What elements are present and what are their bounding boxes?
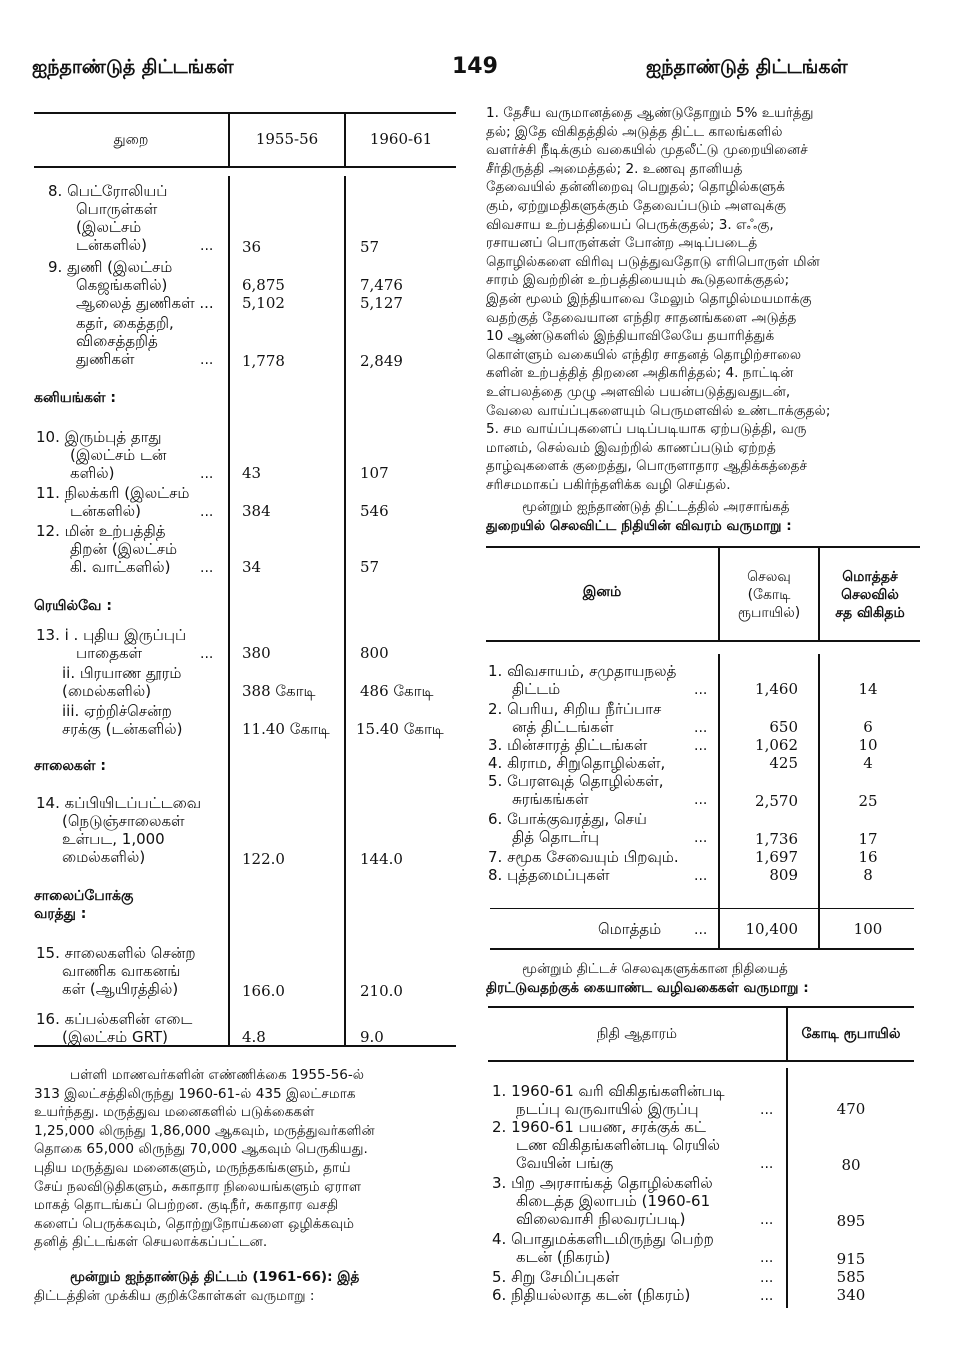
section-transport-2: வரத்து :	[34, 906, 87, 922]
col-header-1955: 1955-56	[255, 130, 319, 148]
col-header-source: நிதி ஆதாரம்	[596, 1026, 678, 1042]
col-header-item: இனம்	[582, 584, 622, 600]
col-header-amount: கோடி ரூபாயில்	[801, 1026, 901, 1042]
section-roads: சாலைகள் :	[34, 758, 106, 774]
section-minerals: கனியங்கள் :	[34, 390, 117, 406]
left-paragraph-third-plan: மூன்றும் ஐந்தாண்டுத் திட்டம் (1961-66): இத் திட்டத்தின் முக்கிய குறிக்கோள்கள் வருமாறு :	[34, 1269, 360, 1304]
right-paragraph-expenditure-intro: மூன்றும் ஐந்தாண்டுத் திட்டத்தில் அரசாங்கத் துறையில் செலவிட்ட நிதியின் விவரம் வருமாறு :	[486, 499, 792, 534]
right-paragraph-objectives: 1. தேசீய வருமானத்தை ஆண்டுதோறும் 5% உயர்த்து தல்; இதே விகிதத்தில் அடுத்த திட்ட காலங்களில் வளர்ச்சி நீடிக்கும் வகையில் முதலீட்டு முறையினைச் சீர்திருத்தி அமைத்தல்; 2. உணவு தானியத் தேவையில் தன்னிறைவு பெறுதல்; தொழில்களுக் கும், ஏற்றுமதிகளுக்கும் தேவைப்படும் அளவுக்கு விவசாய உற்பத்தியைப் பெருக்குதல்; 3. எஃகு, ரசாயனப் பொருள்கள் போன்ற அடிப்படைத் தொழில்களை விரிவு படுத்துவதோடு எரிபொருள் மின் சாரம் இவற்றின் உற்பத்தியையும் கூடுதலாக்குதல்; இதன் மூலம் இந்தியாவை மேலும் தொழில்மயமாக்கு வதற்குத் தேவையான எந்திர சாதனங்களை அடுத்த 10 ஆண்டுகளில் இந்தியாவிலேயே தயாரித்துக் கொள்ளும் வகையில் எந்திர சாதனத் தொழிற்சாலை களின் உற்பத்தித் திறனை அதிகரித்தல்; 4. நாட்டின் உள்பலத்தை முழு அளவில் பயன்படுத்துவதுடன், வேலை வாய்ப்புகளையும் பெருமளவில் உண்டாக்குதல்; 5. சம வாய்ப்புகளைப் படிப்படியாக ஏற்படுத்தி, வரு மானம், செல்வம் இவற்றில் காணப்படும் ஏற்றத் தாழ்வுகளைக் குறைத்து, பொருளாதார ஆதிக்கத்தைச் சரிசமமாகப் பகிர்ந்தளிக்க வழி செய்தல்.	[486, 105, 831, 493]
col-header-sector: துறை	[113, 132, 149, 148]
left-paragraph-education-health: பள்ளி மாணவர்களின் எண்ணிக்கை 1955-56-ல் 313 இலட்சத்திலிருந்து 1960-61-ல் 435 இலட்சமாக உயர்ந்தது. மருத்துவ மனைகளில் படுக்கைகள் 1,25,000 லிருந்து 1,86,000 ஆகவும், மருத்துவர்களின் தொகை 65,000 லிருந்து 70,000 ஆகவும் பெருகியது. புதிய மருத்துவ மனைகளும், மருந்தகங்களும், தாய் சேய் நலவிடுதிகளும், சுகாதார நிலையங்களும் ஏராள மாகத் தொடங்கப் பெற்றன. குடிநீர், சுகாதார வசதி களைப் பெருக்கவும், தொற்றுநோய்களை ஒழிக்கவும் தனித் திட்டங்கள் செயலாக்கப்பட்டன.	[34, 1067, 375, 1251]
right-paragraph-funding-intro: மூன்றும் திட்டச் செலவுகளுக்கான நிதியைத் திரட்டுவதற்குக் கையாண்ட வழிவகைகள் வருமாறு :	[486, 961, 809, 996]
section-railway: ரெயில்வே :	[34, 598, 112, 614]
col-header-1960: 1960-61	[369, 130, 433, 148]
page-number: 149	[452, 54, 498, 79]
col-header-cost: செலவு (கோடி ரூபாயில்)	[737, 569, 801, 621]
running-header-right: ஐந்தாண்டுத் திட்டங்கள்	[646, 56, 848, 78]
running-header-left: ஐந்தாண்டுத் திட்டங்கள்	[32, 56, 234, 78]
col-header-percentage: மொத்தச் செலவில் சத விகிதம்	[835, 569, 905, 621]
section-transport-1: சாலைப்போக்கு	[34, 888, 134, 904]
